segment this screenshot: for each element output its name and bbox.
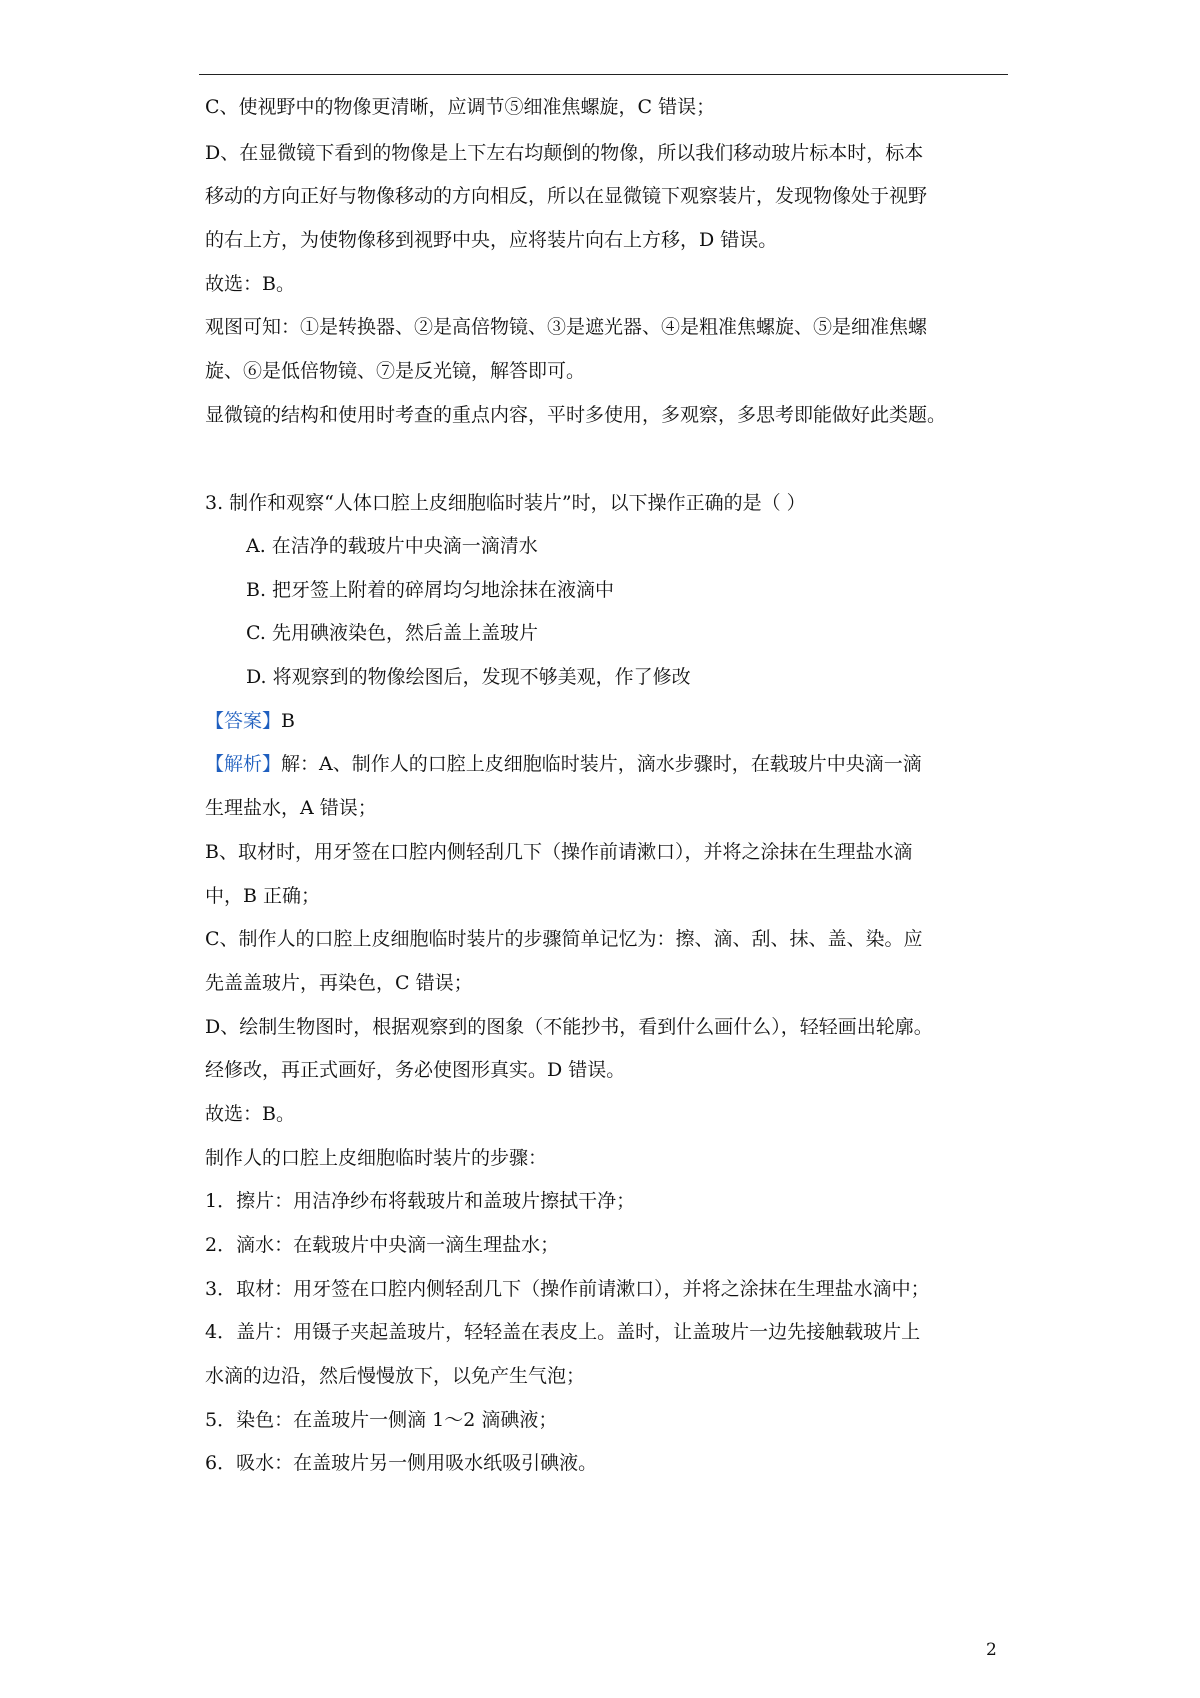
- text-line: 生理盐水，A 错误；: [205, 797, 377, 819]
- text-line: 旋、⑥是低倍物镜、⑦是反光镜，解答即可。: [205, 360, 586, 382]
- text-line: 中，B 正确；: [205, 885, 321, 907]
- text-line: 观图可知：①是转换器、②是高倍物镜、③是遮光器、④是粗准焦螺旋、⑤是细准焦螺: [205, 316, 928, 338]
- step-line: 1．擦片：用洁净纱布将载玻片和盖玻片擦拭干净；: [205, 1190, 636, 1212]
- step-line: 2．滴水：在载玻片中央滴一滴生理盐水；: [205, 1234, 560, 1256]
- option-b: B. 把牙签上附着的碎屑均匀地涂抹在液滴中: [246, 579, 615, 601]
- step-line: 4．盖片：用镊子夹起盖玻片，轻轻盖在表皮上。盖时，让盖玻片一边先接触载玻片上: [205, 1321, 921, 1343]
- answer-value: B: [281, 710, 295, 732]
- text-line: 制作人的口腔上皮细胞临时装片的步骤：: [205, 1147, 548, 1169]
- text-line: C、制作人的口腔上皮细胞临时装片的步骤简单记忆为：擦、滴、刮、抹、盖、染。应: [205, 928, 923, 950]
- text-line: D、绘制生物图时，根据观察到的图象（不能抄书，看到什么画什么），轻轻画出轮廓。: [205, 1016, 933, 1038]
- analysis-tag: 【解析】: [205, 753, 282, 775]
- text-line: 的右上方，为使物像移到视野中央，应将装片向右上方移，D 错误。: [205, 229, 778, 251]
- answer-line: [205, 708, 295, 734]
- text-line: B、取材时，用牙签在口腔内侧轻刮几下（操作前请漱口），并将之涂抹在生理盐水滴: [205, 841, 913, 863]
- text-line: D、在显微镜下看到的物像是上下左右均颠倒的物像，所以我们移动玻片标本时，标本: [205, 142, 924, 164]
- text-line: 先盖盖玻片，再染色，C 错误；: [205, 972, 473, 994]
- text-line: 经修改，再正式画好，务必使图形真实。D 错误。: [205, 1059, 626, 1081]
- text-line: 故选：B。: [205, 1103, 295, 1125]
- step-line: 6．吸水：在盖玻片另一侧用吸水纸吸引碘液。: [205, 1452, 598, 1474]
- analysis-text: 解：A、制作人的口腔上皮细胞临时装片，滴水步骤时，在载玻片中央滴一滴: [281, 753, 922, 775]
- answer-tag: 【答案】: [205, 710, 282, 732]
- step-line: 水滴的边沿，然后慢慢放下，以免产生气泡；: [205, 1365, 586, 1387]
- text-line: C、使视野中的物像更清晰，应调节⑤细准焦螺旋，C 错误；: [205, 96, 716, 118]
- page-number: 2: [986, 1640, 997, 1660]
- analysis-first-line: [205, 751, 922, 777]
- text-line: 故选：B。: [205, 273, 295, 295]
- header-rule: [199, 74, 1008, 75]
- step-line: 5．染色：在盖玻片一侧滴 1～2 滴碘液；: [205, 1409, 558, 1431]
- option-d: D. 将观察到的物像绘图后，发现不够美观，作了修改: [246, 666, 691, 688]
- option-c: C. 先用碘液染色，然后盖上盖玻片: [246, 622, 538, 644]
- text-line: 显微镜的结构和使用时考查的重点内容，平时多使用，多观察，多思考即能做好此类题。: [205, 404, 947, 426]
- step-line: 3．取材：用牙签在口腔内侧轻刮几下（操作前请漱口），并将之涂抹在生理盐水滴中；: [205, 1278, 930, 1300]
- question-stem: 3. 制作和观察“人体口腔上皮细胞临时装片”时，以下操作正确的是（ ）: [205, 492, 806, 514]
- text-line: 移动的方向正好与物像移动的方向相反，所以在显微镜下观察装片，发现物像处于视野: [205, 185, 928, 207]
- option-a: A. 在洁净的载玻片中央滴一滴清水: [246, 535, 538, 557]
